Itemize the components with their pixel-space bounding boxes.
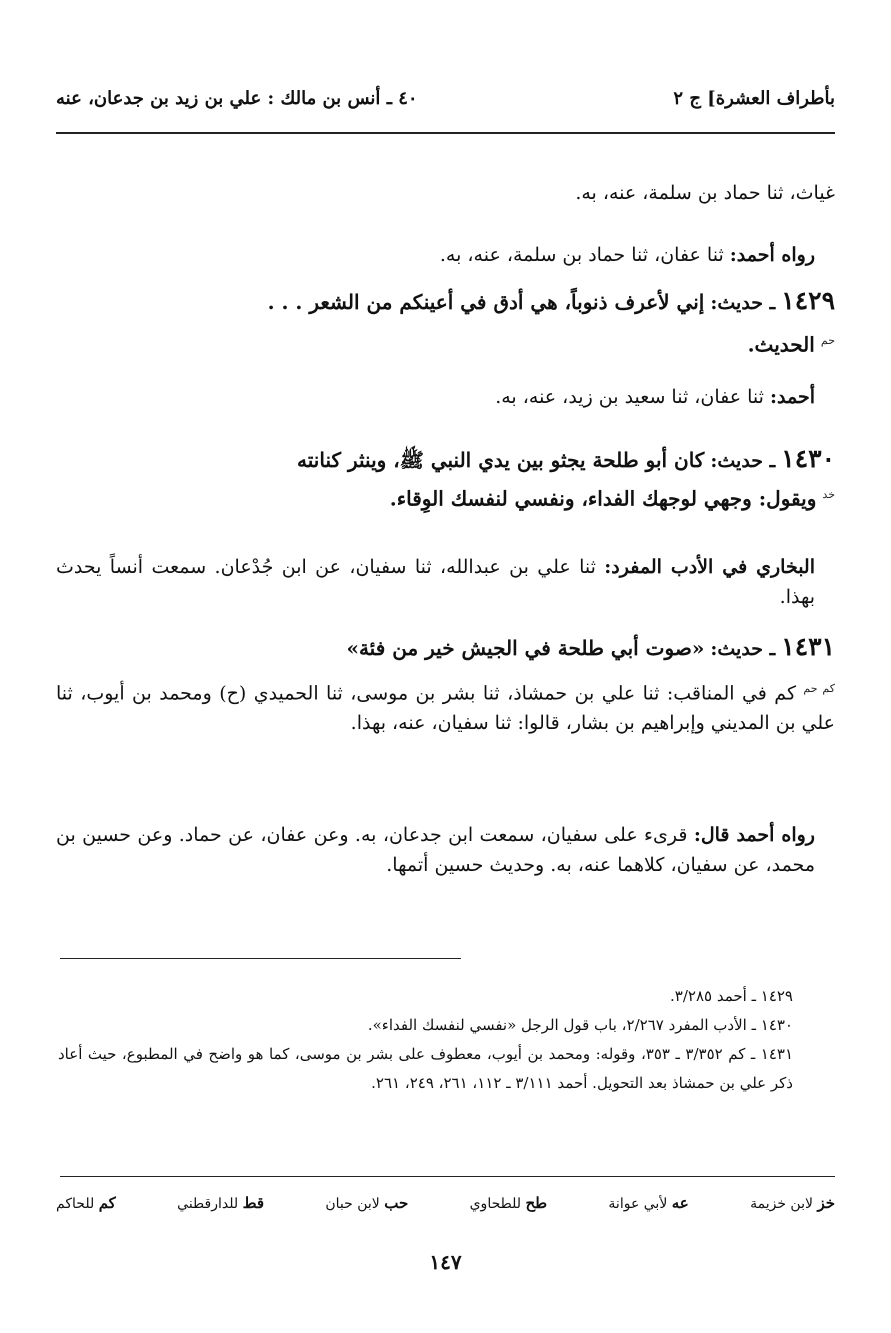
hadith-text: إني لأعرف ذنوباً، هي أدق في أعينكم من الشعر . . .: [267, 290, 705, 314]
paragraph-ahmad-isnad: [56, 382, 835, 412]
paragraph-ahmad-qala: [56, 820, 835, 880]
hadith-1429: [56, 286, 835, 360]
hadith-text: «صوت أبي طلحة في الجيش خير من فئة»: [346, 636, 705, 660]
abbreviation-item: كم للحاكم: [56, 1194, 116, 1212]
header-volume-title: بأطراف العشرة] ج ٢: [673, 88, 835, 109]
abbreviation-item: عه لأبي عوانة: [608, 1194, 689, 1212]
hadith-number: ١٤٣٠: [781, 444, 835, 473]
footnote-1431: ١٤٣١ ـ كم ٣/٣٥٢ ـ ٣٥٣، وقوله: ومحمد بن أيوب، معطوف على بشر بن موسى، كما هو واضح في المطبوع، حيث أعاد ذكر علي بن حمشاذ بعد التحويل. أحمد ٣/١١١ ـ ١١٢، ٢٦١، ٢٤٩، ٢٦١.: [58, 1045, 794, 1092]
abbreviations-key: [56, 1194, 835, 1212]
abbreviation-item: خز لابن خزيمة: [750, 1194, 835, 1212]
hadith-number: ١٤٣١: [781, 632, 835, 661]
footnote-1429: ١٤٢٩ ـ أحمد ٣/٢٨٥.: [670, 987, 793, 1005]
paragraph-ahmad-narration: [56, 240, 835, 270]
hadith-1430: [56, 444, 835, 514]
source-label: أحمد:: [770, 386, 815, 408]
source-label: رواه أحمد:: [729, 244, 815, 266]
source-symbol: كم حم: [803, 682, 835, 695]
header-rule: [56, 132, 835, 134]
paragraph-hakim-manaqib: [56, 674, 835, 738]
hadith-label: ـ حديث:: [710, 638, 776, 660]
isnad-text: ثنا عفان، ثنا حماد بن سلمة، عنه، به.: [439, 244, 724, 266]
abbreviation-item: قط للدارقطني: [177, 1194, 265, 1212]
source-symbol: حم: [820, 334, 835, 347]
abbreviation-item: حب لابن حبان: [325, 1194, 409, 1212]
footnote-rule: [60, 958, 461, 959]
hadith-1431: [56, 632, 835, 664]
abbreviations-rule: [60, 1176, 835, 1177]
hadith-text-end: الحديث.: [747, 332, 815, 357]
footnotes: [58, 982, 833, 1098]
header-chapter-title: ٤٠ ـ أنس بن مالك : علي بن زيد بن جدعان، عنه: [56, 88, 418, 109]
source-symbol: خد: [822, 488, 835, 501]
footnote-1430: ١٤٣٠ ـ الأدب المفرد ٢/٢٦٧، باب قول الرجل «نفسي لنفسك الفداء».: [367, 1016, 793, 1034]
isnad-text: ثنا علي بن عبدالله، ثنا سفيان، عن ابن جُدْعان. سمعت أنساً يحدث بهذا.: [56, 556, 815, 608]
source-label: رواه أحمد قال:: [693, 824, 815, 846]
hadith-text-line2: ويقول: وجهي لوجهك الفداء، ونفسي لنفسك الوِقاء.: [389, 486, 817, 511]
paragraph-continuation: غياث، ثنا حماد بن سلمة، عنه، به.: [575, 182, 835, 204]
page-number: ١٤٧: [429, 1250, 462, 1274]
hadith-label: ـ حديث:: [710, 292, 776, 314]
isnad-text: قرىء على سفيان، سمعت ابن جدعان، به. وعن عفان، عن حماد. وعن حسين بن محمد، عن سفيان، كلاهما عنه، به. وحديث حسين أتمها.: [56, 824, 815, 876]
source-label: البخاري في الأدب المفرد:: [604, 556, 816, 578]
hadith-label: ـ حديث:: [710, 450, 776, 472]
paragraph-bukhari-adab: [56, 552, 835, 612]
isnad-text: كم في المناقب: ثنا علي بن حمشاذ، ثنا بشر بن موسى، ثنا الحميدي (ح) ومحمد بن أيوب، ثنا علي بن المديني وإبراهيم بن بشار، قالوا: ثنا سفيان، عنه، بهذا.: [56, 682, 835, 735]
abbreviation-item: طح للطحاوي: [469, 1194, 548, 1212]
hadith-text: كان أبو طلحة يجثو بين يدي النبي ﷺ، وينثر كنانته: [297, 448, 705, 472]
isnad-text: ثنا عفان، ثنا سعيد بن زيد، عنه، به.: [495, 386, 764, 408]
running-header: [56, 84, 835, 120]
hadith-number: ١٤٢٩: [781, 286, 835, 315]
